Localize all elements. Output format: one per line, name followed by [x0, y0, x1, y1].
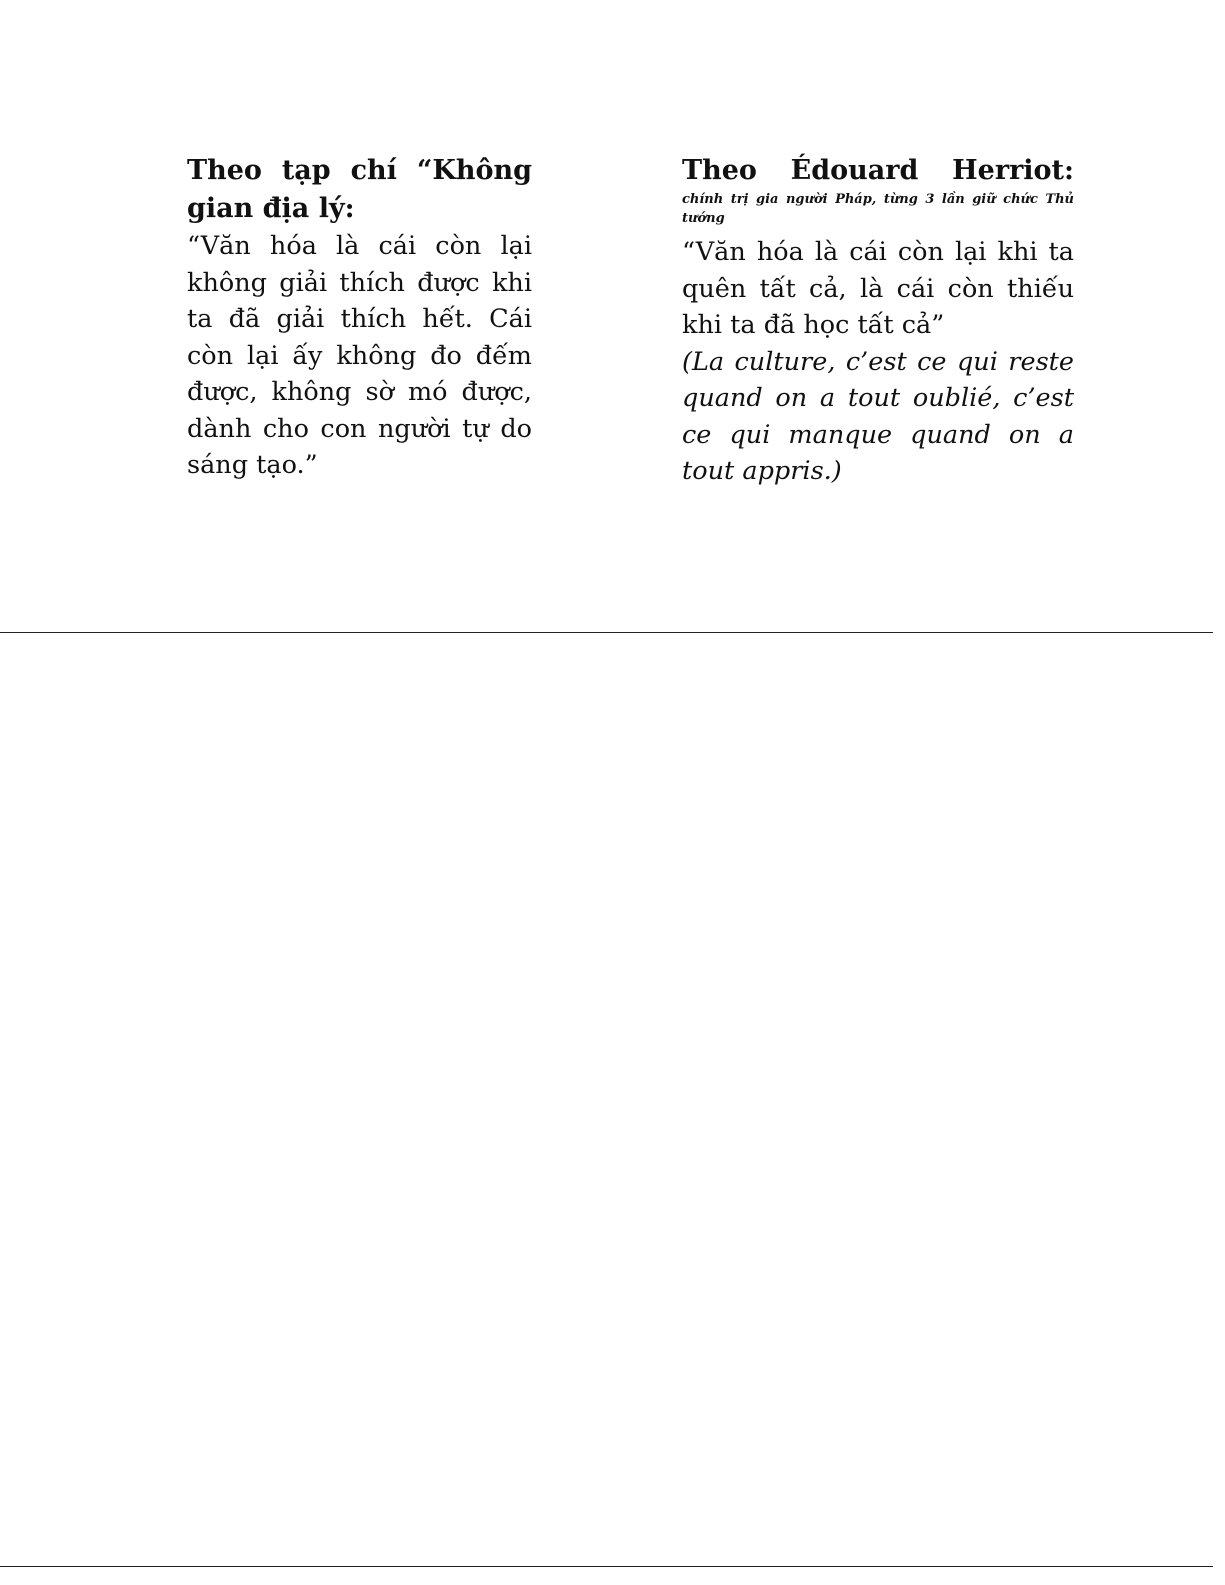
page-divider [0, 632, 1213, 633]
right-quote: “Văn hóa là cái còn lại khi ta quên tất cả, là cái còn thiếu khi ta đã học tất cả” [682, 237, 1074, 340]
right-translation: (La culture, c’est ce qui reste quand on a tout oublié, c’est ce qui manque quand on a tout appris.) [682, 346, 1074, 486]
quote-block-left [187, 152, 532, 484]
left-quote: “Văn hóa là cái còn lại không giải thích được khi ta đã giải thích hết. Cái còn lại ấy không đo đếm được, không sờ mó được, dành cho con người tự do sáng tạo.” [187, 231, 532, 480]
right-heading: Theo Édouard Herriot: [682, 155, 1074, 186]
quote-block-right [682, 152, 1074, 490]
bottom-divider [0, 1566, 1213, 1567]
right-subtitle: chính trị gia người Pháp, từng 3 lần giữ chức Thủ tướng [682, 192, 1074, 226]
left-heading: Theo tạp chí “Không gian địa lý: [187, 155, 532, 224]
document-page [0, 0, 1225, 632]
